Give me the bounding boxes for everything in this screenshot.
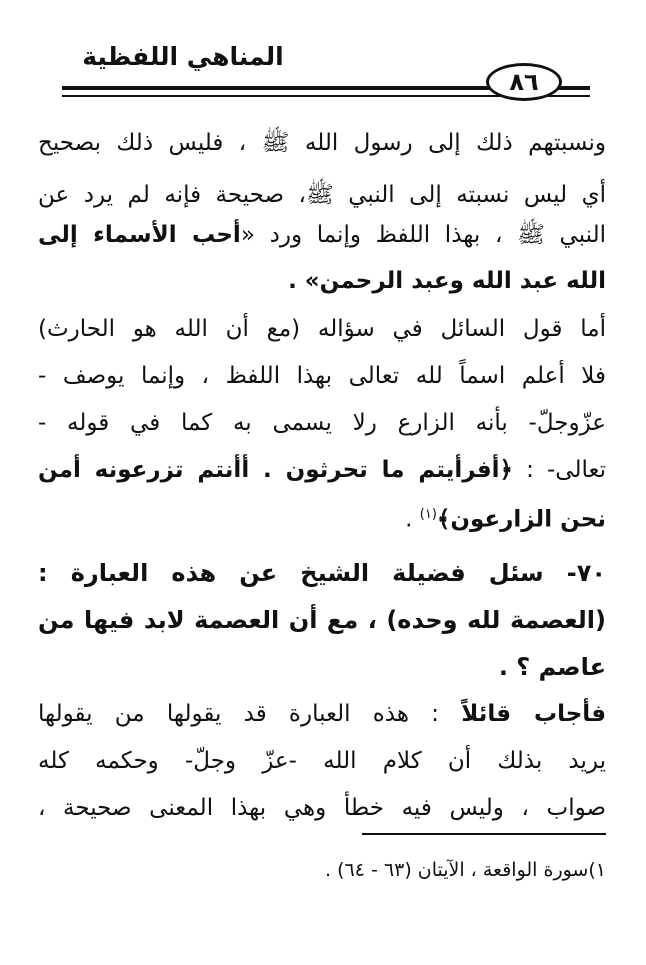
hadith-quote-start: أحب الأسماء إلى <box>38 222 241 248</box>
question-heading-line-3: عاصم ؟ . <box>498 653 606 681</box>
footnote-text: سورة الواقعة ، الآيتان (٦٣ - ٦٤) . <box>325 859 589 881</box>
quran-verse: ﴿أفرأيتم ما تحرثون . أأنتم تزرعونه أمن <box>38 457 513 483</box>
text-line-14: يريد بذلك أن كلام الله -عزّ وجلّ- وحكمه كله <box>38 748 606 774</box>
text-line-8 <box>38 451 606 491</box>
question-heading-line-2: (العصمة لله وحده) ، مع أن العصمة لابد فيها من <box>38 606 606 634</box>
text-line-7: عزّوجلّ- بأنه الزارع رلا يسمى به كما في قوله - <box>38 410 606 436</box>
question-heading-line-1: ٧٠- سئل فضيلة الشيخ عن هذه العبارة : <box>38 559 606 587</box>
footnote-ref: (١) <box>419 507 437 522</box>
text-line-9 <box>38 496 606 536</box>
page-number-badge: ٨٦ <box>486 63 562 101</box>
quran-verse-end: نحن الزارعون﴾ <box>436 506 606 533</box>
running-title: المناهي اللفظية <box>82 42 284 71</box>
answer-label: فأجاب قائلاً <box>461 701 606 727</box>
footnote <box>38 855 606 885</box>
text-line-5: أما قول السائل في سؤاله (مع أن الله هو الحارث) <box>38 316 606 342</box>
text-line-15: صواب ، وليس فيه خطأ وهي بهذا المعنى صحيحة ، <box>38 795 606 821</box>
text-line-13 <box>38 695 606 735</box>
text-line-1: ونسبتهم ذلك إلى رسول الله ﷺ ، فليس ذلك بصحيح <box>38 130 606 156</box>
text-run: تعالى- : <box>513 457 606 483</box>
text-run: : هذه العبارة قد يقولها من يقولها <box>38 701 462 727</box>
text-run: النبي ﷺ ، بهذا اللفظ وإنما ورد « <box>240 222 606 248</box>
text-run: . <box>405 506 420 533</box>
text-line-4: الله عبد الله وعبد الرحمن» . <box>288 268 606 294</box>
footnote-rule <box>362 833 606 835</box>
footnote-marker: ١) <box>588 859 606 881</box>
text-line-2: أي ليس نسبته إلى النبي ﷺ، صحيحة فإنه لم يرد عن <box>38 182 606 208</box>
text-line-3 <box>38 216 606 256</box>
text-line-6: فلا أعلم اسماً لله تعالى بهذا اللفظ ، وإنما يوصف - <box>38 363 606 389</box>
